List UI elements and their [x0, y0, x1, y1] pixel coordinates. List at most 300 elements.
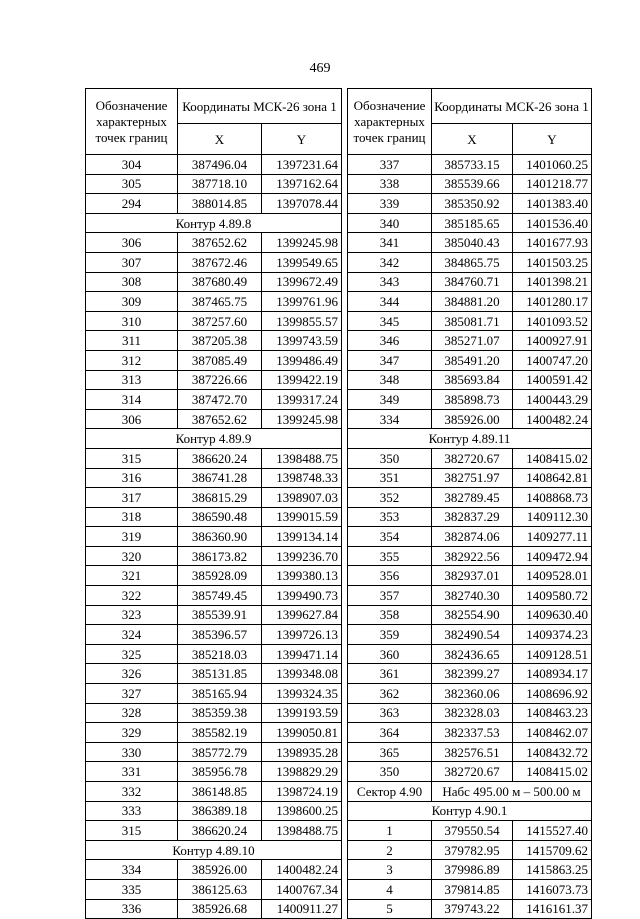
table-row — [348, 586, 592, 606]
left-table-body — [86, 89, 342, 919]
x-value: 379743.22 — [432, 899, 513, 919]
y-value: 1400767.34 — [262, 879, 342, 899]
y-value: 1400747.20 — [513, 350, 592, 370]
point-id: 315 — [86, 448, 178, 468]
x-value: 386360.90 — [178, 527, 262, 547]
point-id: 334 — [348, 409, 432, 429]
table-row — [86, 644, 342, 664]
point-id: 338 — [348, 174, 432, 194]
point-id: 5 — [348, 899, 432, 919]
x-value: 385772.79 — [178, 742, 262, 762]
x-value: 382789.45 — [432, 488, 513, 508]
x-value: 385582.19 — [178, 723, 262, 743]
table-row — [348, 350, 592, 370]
x-value: 388014.85 — [178, 194, 262, 214]
x-value: 385396.57 — [178, 625, 262, 645]
point-id: 339 — [348, 194, 432, 214]
table-row — [86, 390, 342, 410]
x-value: 386620.24 — [178, 448, 262, 468]
y-value: 1400482.24 — [513, 409, 592, 429]
x-value: 386173.82 — [178, 546, 262, 566]
y-value: 1399317.24 — [262, 390, 342, 410]
point-id: 364 — [348, 723, 432, 743]
point-id: 328 — [86, 703, 178, 723]
point-id: 362 — [348, 684, 432, 704]
y-value: 1409472.94 — [513, 546, 592, 566]
table-row — [348, 546, 592, 566]
point-id: 334 — [86, 860, 178, 880]
point-id: 3 — [348, 860, 432, 880]
point-id: 312 — [86, 350, 178, 370]
point-id: 350 — [348, 448, 432, 468]
sector-id: Сектор 4.90 — [348, 782, 432, 802]
x-value: 387205.38 — [178, 331, 262, 351]
x-value: 385733.15 — [432, 155, 513, 175]
point-id: 313 — [86, 370, 178, 390]
table-row — [348, 605, 592, 625]
y-value: 1398748.33 — [262, 468, 342, 488]
header-row-top — [86, 89, 342, 124]
x-value: 387257.60 — [178, 311, 262, 331]
coords-group-header: Координаты МСК-26 зона 1 — [178, 89, 342, 124]
x-value: 385956.78 — [178, 762, 262, 782]
y-value: 1416073.73 — [513, 879, 592, 899]
x-value: 386620.24 — [178, 821, 262, 841]
point-id: 331 — [86, 762, 178, 782]
y-value: 1400927.91 — [513, 331, 592, 351]
y-value: 1399672.49 — [262, 272, 342, 292]
x-value: 382751.97 — [432, 468, 513, 488]
point-label-header: Обозначение характерных точек границ — [86, 89, 178, 155]
point-id: 349 — [348, 390, 432, 410]
x-value: 382490.54 — [432, 625, 513, 645]
table-row — [86, 762, 342, 782]
table-row — [348, 742, 592, 762]
point-id: 346 — [348, 331, 432, 351]
table-row — [86, 546, 342, 566]
page-number: 469 — [309, 61, 331, 76]
point-id: 320 — [86, 546, 178, 566]
point-id: 326 — [86, 664, 178, 684]
contour-heading-row — [86, 840, 342, 860]
y-value: 1399422.19 — [262, 370, 342, 390]
x-value: 382922.56 — [432, 546, 513, 566]
point-id: 307 — [86, 252, 178, 272]
x-value: 385271.07 — [432, 331, 513, 351]
table-row — [86, 272, 342, 292]
x-value: 387718.10 — [178, 174, 262, 194]
table-row — [86, 527, 342, 547]
contour-title: Контур 4.89.11 — [348, 429, 592, 449]
y-value: 1401536.40 — [513, 213, 592, 233]
point-id: 315 — [86, 821, 178, 841]
table-row — [86, 350, 342, 370]
table-row — [348, 488, 592, 508]
table-row — [86, 566, 342, 586]
contour-heading-row — [348, 801, 592, 821]
y-value: 1399486.49 — [262, 350, 342, 370]
table-row — [86, 488, 342, 508]
point-id: 343 — [348, 272, 432, 292]
point-id: 327 — [86, 684, 178, 704]
y-value: 1401280.17 — [513, 292, 592, 312]
y-value: 1399855.57 — [262, 311, 342, 331]
point-id: 351 — [348, 468, 432, 488]
point-id: 335 — [86, 879, 178, 899]
table-row — [348, 840, 592, 860]
point-id: 361 — [348, 664, 432, 684]
table-row — [86, 879, 342, 899]
table-row — [86, 468, 342, 488]
point-id: 340 — [348, 213, 432, 233]
y-value: 1409277.11 — [513, 527, 592, 547]
y-value: 1399134.14 — [262, 527, 342, 547]
point-id: 332 — [86, 782, 178, 802]
y-value: 1408432.72 — [513, 742, 592, 762]
y-value: 1416161.37 — [513, 899, 592, 919]
y-value: 1401093.52 — [513, 311, 592, 331]
point-id: 357 — [348, 586, 432, 606]
point-id: 325 — [86, 644, 178, 664]
table-row — [86, 703, 342, 723]
y-value: 1401060.25 — [513, 155, 592, 175]
x-value: 387472.70 — [178, 390, 262, 410]
x-value: 382399.27 — [432, 664, 513, 684]
y-value: 1399380.13 — [262, 566, 342, 586]
table-row — [86, 899, 342, 919]
point-id: 318 — [86, 507, 178, 527]
y-value: 1399245.98 — [262, 233, 342, 253]
y-value: 1399236.70 — [262, 546, 342, 566]
y-value: 1397162.64 — [262, 174, 342, 194]
x-value: 385926.00 — [178, 860, 262, 880]
point-label-header: Обозначение характерных точек границ — [348, 89, 432, 155]
point-id: 310 — [86, 311, 178, 331]
coordinates-table-left — [85, 88, 342, 919]
x-value: 385359.38 — [178, 703, 262, 723]
contour-title: Контур 4.89.9 — [86, 429, 342, 449]
contour-heading-row — [86, 213, 342, 233]
x-value: 382937.01 — [432, 566, 513, 586]
y-value: 1415527.40 — [513, 821, 592, 841]
point-id: 354 — [348, 527, 432, 547]
point-id: 304 — [86, 155, 178, 175]
y-value: 1408696.92 — [513, 684, 592, 704]
right-table-body — [348, 89, 592, 919]
x-value: 379550.54 — [432, 821, 513, 841]
table-row — [348, 644, 592, 664]
y-value: 1401383.40 — [513, 194, 592, 214]
table-row — [86, 801, 342, 821]
point-id: 341 — [348, 233, 432, 253]
point-id: 347 — [348, 350, 432, 370]
y-value: 1397078.44 — [262, 194, 342, 214]
y-value: 1409630.40 — [513, 605, 592, 625]
point-id: 316 — [86, 468, 178, 488]
x-value: 382740.30 — [432, 586, 513, 606]
sector-row — [348, 782, 592, 802]
y-value: 1397231.64 — [262, 155, 342, 175]
point-id: 333 — [86, 801, 178, 821]
x-value: 385218.03 — [178, 644, 262, 664]
table-row — [86, 233, 342, 253]
y-value: 1399471.14 — [262, 644, 342, 664]
table-row — [348, 331, 592, 351]
y-value: 1401677.93 — [513, 233, 592, 253]
x-value: 386815.29 — [178, 488, 262, 508]
x-value: 386389.18 — [178, 801, 262, 821]
x-value: 384760.71 — [432, 272, 513, 292]
y-value: 1408415.02 — [513, 448, 592, 468]
table-row — [86, 194, 342, 214]
x-value: 382554.90 — [432, 605, 513, 625]
table-row — [86, 507, 342, 527]
point-id: 350 — [348, 762, 432, 782]
x-value: 384865.75 — [432, 252, 513, 272]
x-value: 387652.62 — [178, 409, 262, 429]
y-value: 1400911.27 — [262, 899, 342, 919]
point-id: 348 — [348, 370, 432, 390]
y-value: 1398829.29 — [262, 762, 342, 782]
point-id: 1 — [348, 821, 432, 841]
point-id: 322 — [86, 586, 178, 606]
table-row — [348, 370, 592, 390]
y-value: 1408868.73 — [513, 488, 592, 508]
y-header: Y — [262, 124, 342, 155]
table-row — [86, 742, 342, 762]
table-row — [348, 625, 592, 645]
table-row — [348, 821, 592, 841]
point-id: 306 — [86, 409, 178, 429]
x-value: 385539.66 — [432, 174, 513, 194]
table-row — [86, 860, 342, 880]
x-value: 382576.51 — [432, 742, 513, 762]
x-value: 386741.28 — [178, 468, 262, 488]
table-row — [86, 625, 342, 645]
x-value: 386148.85 — [178, 782, 262, 802]
contour-title: Контур 4.89.8 — [86, 213, 342, 233]
table-row — [348, 213, 592, 233]
y-value: 1399549.65 — [262, 252, 342, 272]
x-value: 385165.94 — [178, 684, 262, 704]
table-row — [348, 409, 592, 429]
y-value: 1399761.96 — [262, 292, 342, 312]
y-value: 1399050.81 — [262, 723, 342, 743]
table-row — [86, 821, 342, 841]
y-value: 1415863.25 — [513, 860, 592, 880]
table-row — [348, 684, 592, 704]
x-value: 385185.65 — [432, 213, 513, 233]
point-id: 321 — [86, 566, 178, 586]
y-value: 1399193.59 — [262, 703, 342, 723]
table-row — [348, 507, 592, 527]
x-value: 382874.06 — [432, 527, 513, 547]
point-id: 305 — [86, 174, 178, 194]
point-id: 308 — [86, 272, 178, 292]
y-value: 1399627.84 — [262, 605, 342, 625]
x-header: X — [432, 124, 513, 155]
point-id: 345 — [348, 311, 432, 331]
x-value: 387680.49 — [178, 272, 262, 292]
table-row — [348, 664, 592, 684]
contour-heading-row — [86, 429, 342, 449]
x-value: 382837.29 — [432, 507, 513, 527]
point-id: 324 — [86, 625, 178, 645]
point-id: 309 — [86, 292, 178, 312]
table-row — [348, 252, 592, 272]
x-value: 382436.65 — [432, 644, 513, 664]
point-id: 353 — [348, 507, 432, 527]
table-row — [348, 566, 592, 586]
point-id: 337 — [348, 155, 432, 175]
coords-group-header: Координаты МСК-26 зона 1 — [432, 89, 592, 124]
table-row — [348, 879, 592, 899]
x-value: 385928.09 — [178, 566, 262, 586]
x-value: 379986.89 — [432, 860, 513, 880]
table-row — [348, 860, 592, 880]
y-value: 1401398.21 — [513, 272, 592, 292]
y-value: 1415709.62 — [513, 840, 592, 860]
point-id: 342 — [348, 252, 432, 272]
y-value: 1409128.51 — [513, 644, 592, 664]
x-value: 382337.53 — [432, 723, 513, 743]
table-row — [348, 292, 592, 312]
table-row — [86, 252, 342, 272]
x-value: 387226.66 — [178, 370, 262, 390]
table-row — [86, 782, 342, 802]
coordinates-table-right — [347, 88, 592, 919]
y-value: 1398935.28 — [262, 742, 342, 762]
x-value: 387672.46 — [178, 252, 262, 272]
y-value: 1408934.17 — [513, 664, 592, 684]
table-row — [86, 605, 342, 625]
table-row — [348, 448, 592, 468]
y-value: 1408463.23 — [513, 703, 592, 723]
table-row — [348, 174, 592, 194]
point-id: 356 — [348, 566, 432, 586]
x-value: 387496.04 — [178, 155, 262, 175]
point-id: 294 — [86, 194, 178, 214]
y-value: 1399743.59 — [262, 331, 342, 351]
x-value: 386590.48 — [178, 507, 262, 527]
table-row — [348, 527, 592, 547]
x-value: 385749.45 — [178, 586, 262, 606]
point-id: 330 — [86, 742, 178, 762]
x-value: 385491.20 — [432, 350, 513, 370]
point-id: 306 — [86, 233, 178, 253]
y-value: 1401503.25 — [513, 252, 592, 272]
y-value: 1398907.03 — [262, 488, 342, 508]
x-value: 382720.67 — [432, 762, 513, 782]
contour-title: Контур 4.90.1 — [348, 801, 592, 821]
x-value: 386125.63 — [178, 879, 262, 899]
point-id: 363 — [348, 703, 432, 723]
x-value: 382360.06 — [432, 684, 513, 704]
y-value: 1399324.35 — [262, 684, 342, 704]
contour-heading-row — [348, 429, 592, 449]
table-row — [86, 331, 342, 351]
x-value: 387652.62 — [178, 233, 262, 253]
y-value: 1409112.30 — [513, 507, 592, 527]
table-row — [348, 703, 592, 723]
y-value: 1401218.77 — [513, 174, 592, 194]
table-row — [348, 899, 592, 919]
y-value: 1400591.42 — [513, 370, 592, 390]
y-value: 1400482.24 — [262, 860, 342, 880]
x-header: X — [178, 124, 262, 155]
x-value: 385898.73 — [432, 390, 513, 410]
x-value: 382720.67 — [432, 448, 513, 468]
header-row-top — [348, 89, 592, 124]
y-header: Y — [513, 124, 592, 155]
x-value: 387085.49 — [178, 350, 262, 370]
point-id: 336 — [86, 899, 178, 919]
table-row — [348, 155, 592, 175]
x-value: 385131.85 — [178, 664, 262, 684]
y-value: 1408415.02 — [513, 762, 592, 782]
y-value: 1398488.75 — [262, 821, 342, 841]
point-id: 317 — [86, 488, 178, 508]
table-row — [86, 155, 342, 175]
point-id: 4 — [348, 879, 432, 899]
table-row — [348, 311, 592, 331]
y-value: 1409528.01 — [513, 566, 592, 586]
point-id: 359 — [348, 625, 432, 645]
table-row — [348, 723, 592, 743]
table-row — [348, 272, 592, 292]
point-id: 329 — [86, 723, 178, 743]
y-value: 1399348.08 — [262, 664, 342, 684]
x-value: 385081.71 — [432, 311, 513, 331]
point-id: 323 — [86, 605, 178, 625]
table-row — [86, 292, 342, 312]
table-row — [86, 723, 342, 743]
point-id: 314 — [86, 390, 178, 410]
y-value: 1409580.72 — [513, 586, 592, 606]
table-row — [86, 586, 342, 606]
y-value: 1399490.73 — [262, 586, 342, 606]
x-value: 382328.03 — [432, 703, 513, 723]
x-value: 385926.68 — [178, 899, 262, 919]
point-id: 365 — [348, 742, 432, 762]
x-value: 385693.84 — [432, 370, 513, 390]
y-value: 1400443.29 — [513, 390, 592, 410]
point-id: 344 — [348, 292, 432, 312]
point-id: 360 — [348, 644, 432, 664]
y-value: 1398600.25 — [262, 801, 342, 821]
table-row — [348, 390, 592, 410]
x-value: 384881.20 — [432, 292, 513, 312]
table-row — [348, 194, 592, 214]
x-value: 385350.92 — [432, 194, 513, 214]
point-id: 358 — [348, 605, 432, 625]
y-value: 1398724.19 — [262, 782, 342, 802]
table-row — [348, 233, 592, 253]
table-row — [86, 684, 342, 704]
x-value: 385040.43 — [432, 233, 513, 253]
point-id: 319 — [86, 527, 178, 547]
table-row — [348, 468, 592, 488]
y-value: 1399015.59 — [262, 507, 342, 527]
table-row — [348, 762, 592, 782]
y-value: 1398488.75 — [262, 448, 342, 468]
point-id: 311 — [86, 331, 178, 351]
x-value: 379782.95 — [432, 840, 513, 860]
sector-height-range: Набс 495.00 м – 500.00 м — [432, 782, 592, 802]
point-id: 352 — [348, 488, 432, 508]
x-value: 379814.85 — [432, 879, 513, 899]
table-row — [86, 664, 342, 684]
